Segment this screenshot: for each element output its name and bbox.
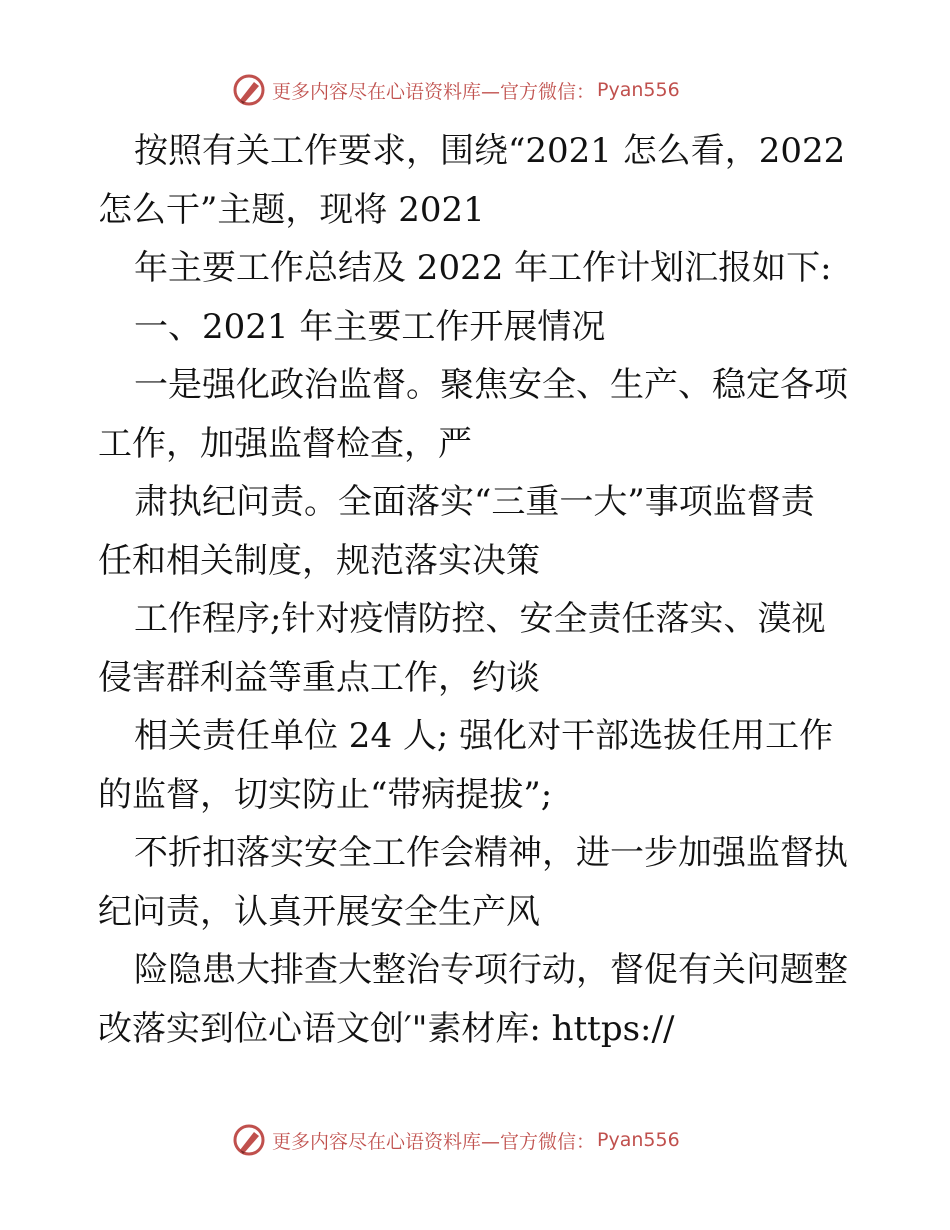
body-line: 工作，加强监督检查，严 [98,423,472,464]
document-body [98,122,858,1058]
body-line: 的监督，切实防止“带病提拔”; [98,774,553,815]
body-line: 任和相关制度，规范落实决策 [98,540,540,581]
body-line: 不折扣落实安全工作会精神，进一步加强监督执 [134,833,848,873]
header-banner [232,72,680,108]
footer-wechat-id: Pyan556 [597,1129,680,1151]
body-line: 怎么干”主题，现将 2021 [98,189,485,230]
footer-banner [232,1122,680,1158]
body-line: 侵害群利益等重点工作，约谈 [98,657,540,698]
pen-logo-icon [232,1123,266,1157]
header-wechat-id: Pyan556 [597,79,680,101]
body-line: 险隐患大排查大整治专项行动，督促有关问题整 [134,950,848,990]
body-line: 纪问责，认真开展安全生产风 [98,891,540,932]
body-line: 相关责任单位 24 人; 强化对干部选拔任用工作 [134,716,834,756]
pen-logo-icon [232,73,266,107]
body-line: 肃执纪问责。全面落实“三重一大”事项监督责 [134,482,815,522]
section-heading: 一、2021 年主要工作开展情况 [134,306,606,347]
footer-banner-text: 更多内容尽在心语资料库—官方微信： [272,1130,596,1153]
header-banner-text: 更多内容尽在心语资料库—官方微信： [272,80,596,103]
body-line: 工作程序;针对疫情防控、安全责任落实、漠视 [134,599,826,639]
body-line: 按照有关工作要求，围绕“2021 怎么看，2022 [134,131,846,171]
body-line: 一是强化政治监督。聚焦安全、生产、稳定各项 [134,365,848,405]
body-line: 年主要工作总结及 2022 年工作计划汇报如下: [134,248,832,288]
body-line: 改落实到位心语文创′"素材库: https:// [98,1008,675,1049]
